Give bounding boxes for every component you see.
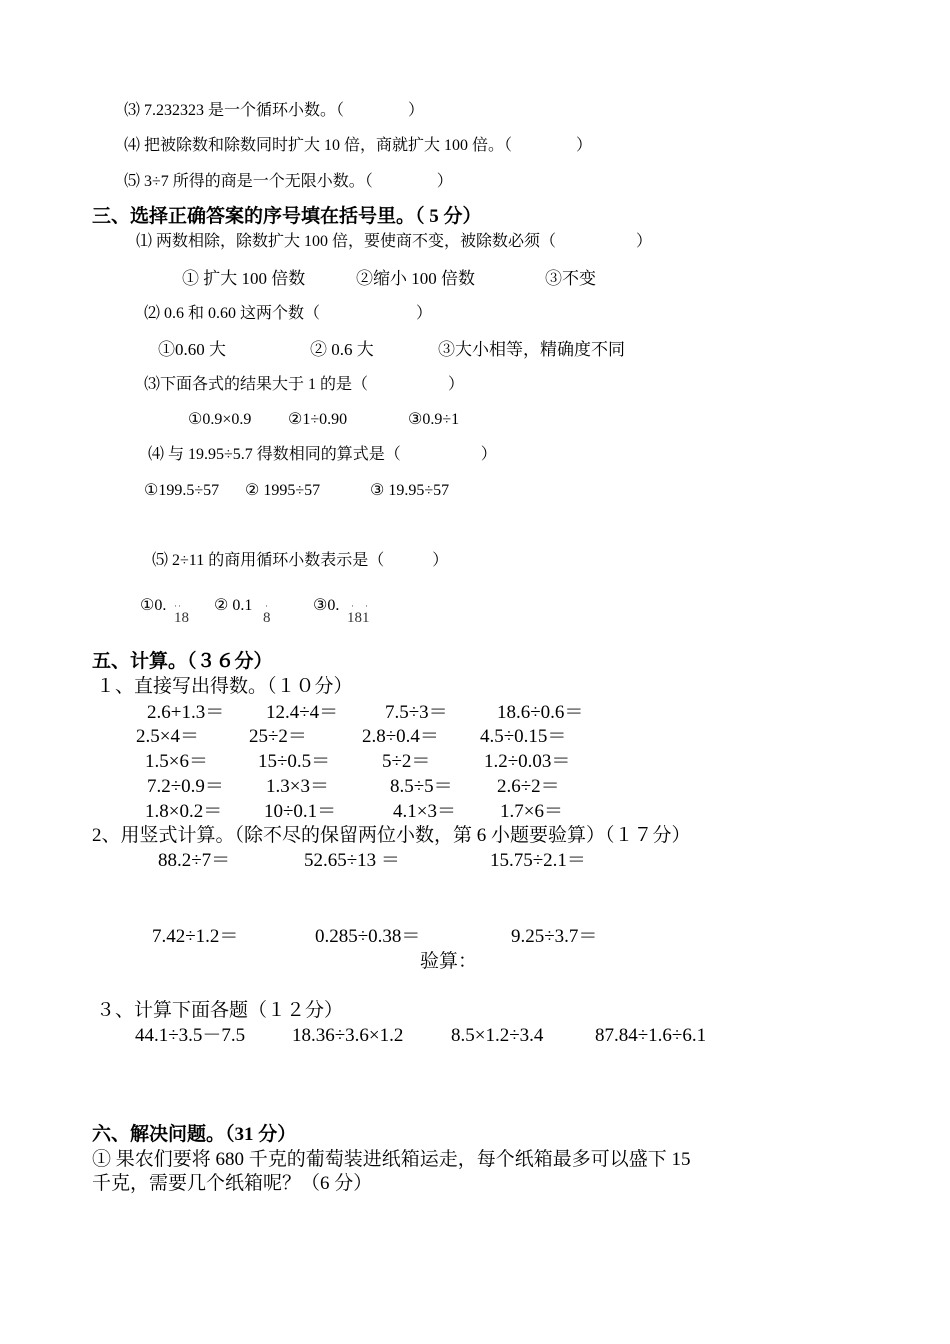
check-label: 验算： xyxy=(420,951,478,972)
vertical-calc-item: 0.285÷0.38＝ xyxy=(315,926,421,947)
choice-q5-option-2-label: ② 0.1 xyxy=(214,597,253,614)
choice-q4-option-3: ③ 19.95÷57 xyxy=(370,482,450,499)
direct-calc-item: 15÷0.5＝ xyxy=(258,751,331,772)
direct-calc-item: 1.2÷0.03＝ xyxy=(484,751,571,772)
choice-q4: ⑷ 与 19.95÷5.7 得数相同的算式是（ ） xyxy=(148,446,497,463)
choice-q3-option-3: ③0.9÷1 xyxy=(408,411,460,428)
choice-q5-option-1 xyxy=(140,598,166,614)
direct-calc-item: 5÷2＝ xyxy=(382,751,431,772)
judge-item-3: ⑶ 7.232323 是一个循环小数。（ ） xyxy=(124,102,425,119)
direct-calc-item: 8.5÷5＝ xyxy=(390,776,453,797)
choice-q5-option-3-label: ③0. xyxy=(313,597,340,614)
choice-q5-option-3 xyxy=(313,598,339,614)
choice-q4-option-2: ② 1995÷57 xyxy=(245,482,321,499)
choice-q5-option-3-repeating-digits: 181 xyxy=(347,610,370,626)
direct-calc-item: 18.6÷0.6＝ xyxy=(497,702,584,723)
choice-q3-option-1: ①0.9×0.9 xyxy=(188,411,252,428)
problems-section-heading: 六、解决问题。（31 分） xyxy=(92,1124,297,1145)
mixed-calc-item: 44.1÷3.5－7.5 xyxy=(135,1025,246,1046)
direct-calc-item: 1.8×0.2＝ xyxy=(145,801,223,822)
direct-calc-item: 1.5×6＝ xyxy=(145,751,208,772)
choice-q2: ⑵ 0.6 和 0.60 这两个数（ ） xyxy=(144,305,433,322)
choice-q3: ⑶下面各式的结果大于 1 的是（ ） xyxy=(144,376,465,393)
vertical-calc-item: 88.2÷7＝ xyxy=(158,850,231,871)
vertical-calc-item: 9.25÷3.7＝ xyxy=(511,926,598,947)
vertical-calc-item: 15.75÷2.1＝ xyxy=(490,850,586,871)
problem-1-line-2: 千克，需要几个纸箱呢？（6 分） xyxy=(92,1173,373,1194)
vertical-calc-item: 52.65÷13 ＝ xyxy=(304,850,400,871)
choice-q1-option-1: ① 扩大 100 倍数 xyxy=(182,269,306,288)
problem-1-line-1: ① 果农们要将 680 千克的葡萄装进纸箱运走，每个纸箱最多可以盛下 15 xyxy=(92,1149,691,1170)
calc-subheading-3: ３、计算下面各题（１２分） xyxy=(96,1000,344,1021)
choice-q5-option-1-repeating-digits: 18 xyxy=(174,610,189,626)
choice-q2-option-3: ③大小相等，精确度不同 xyxy=(438,340,625,359)
choice-q3-option-2: ②1÷0.90 xyxy=(288,411,348,428)
mixed-calc-item: 8.5×1.2÷3.4 xyxy=(451,1025,544,1046)
calc-subheading-2: 2、用竖式计算。（除不尽的保留两位小数，第 6 小题要验算）（１７分） xyxy=(92,825,691,846)
judge-item-4: ⑷ 把被除数和除数同时扩大 10 倍，商就扩大 100 倍。（ ） xyxy=(124,137,593,154)
direct-calc-item: 2.8÷0.4＝ xyxy=(362,726,439,747)
choice-q1-option-2: ②缩小 100 倍数 xyxy=(356,269,475,288)
direct-calc-item: 2.5×4＝ xyxy=(136,726,199,747)
direct-calc-item: 7.5÷3＝ xyxy=(385,702,448,723)
choice-section-heading: 三、选择正确答案的序号填在括号里。（ 5 分） xyxy=(92,206,482,227)
choice-q1-option-3: ③不变 xyxy=(545,269,596,288)
choice-q5-option-2-repeating-digits: 8 xyxy=(263,610,271,626)
direct-calc-item: 1.3×3＝ xyxy=(266,776,329,797)
direct-calc-item: 4.1×3＝ xyxy=(393,801,456,822)
repeating-dots: · xyxy=(265,601,269,611)
direct-calc-item: 10÷0.1＝ xyxy=(264,801,337,822)
direct-calc-item: 12.4÷4＝ xyxy=(266,702,339,723)
calc-subheading-1: １、直接写出得数。（１０分） xyxy=(96,676,353,697)
choice-q2-option-2: ② 0.6 大 xyxy=(310,340,374,359)
judge-item-5: ⑸ 3÷7 所得的商是一个无限小数。（ ） xyxy=(124,173,453,190)
calc-section-heading: 五、计算。（３６分） xyxy=(92,651,273,672)
repeating-dots: ·· xyxy=(174,601,182,611)
direct-calc-item: 7.2÷0.9＝ xyxy=(147,776,224,797)
vertical-calc-item: 7.42÷1.2＝ xyxy=(152,926,239,947)
mixed-calc-item: 18.36÷3.6×1.2 xyxy=(292,1025,404,1046)
choice-q5-option-1-label: ①0. xyxy=(140,597,167,614)
repeating-dots: · · xyxy=(351,601,369,611)
choice-q2-option-1: ①0.60 大 xyxy=(158,340,226,359)
choice-q5-option-2 xyxy=(214,598,252,614)
choice-q5: ⑸ 2÷11 的商用循环小数表示是（ ） xyxy=(152,552,449,569)
direct-calc-item: 25÷2＝ xyxy=(249,726,307,747)
choice-q4-option-1: ①199.5÷57 xyxy=(144,482,220,499)
direct-calc-item: 4.5÷0.15＝ xyxy=(480,726,567,747)
direct-calc-item: 1.7×6＝ xyxy=(500,801,563,822)
mixed-calc-item: 87.84÷1.6÷6.1 xyxy=(595,1025,707,1046)
direct-calc-item: 2.6÷2＝ xyxy=(497,776,560,797)
choice-q1: ⑴ 两数相除，除数扩大 100 倍，要使商不变，被除数必须（ ） xyxy=(136,233,653,250)
direct-calc-item: 2.6+1.3＝ xyxy=(147,702,225,723)
